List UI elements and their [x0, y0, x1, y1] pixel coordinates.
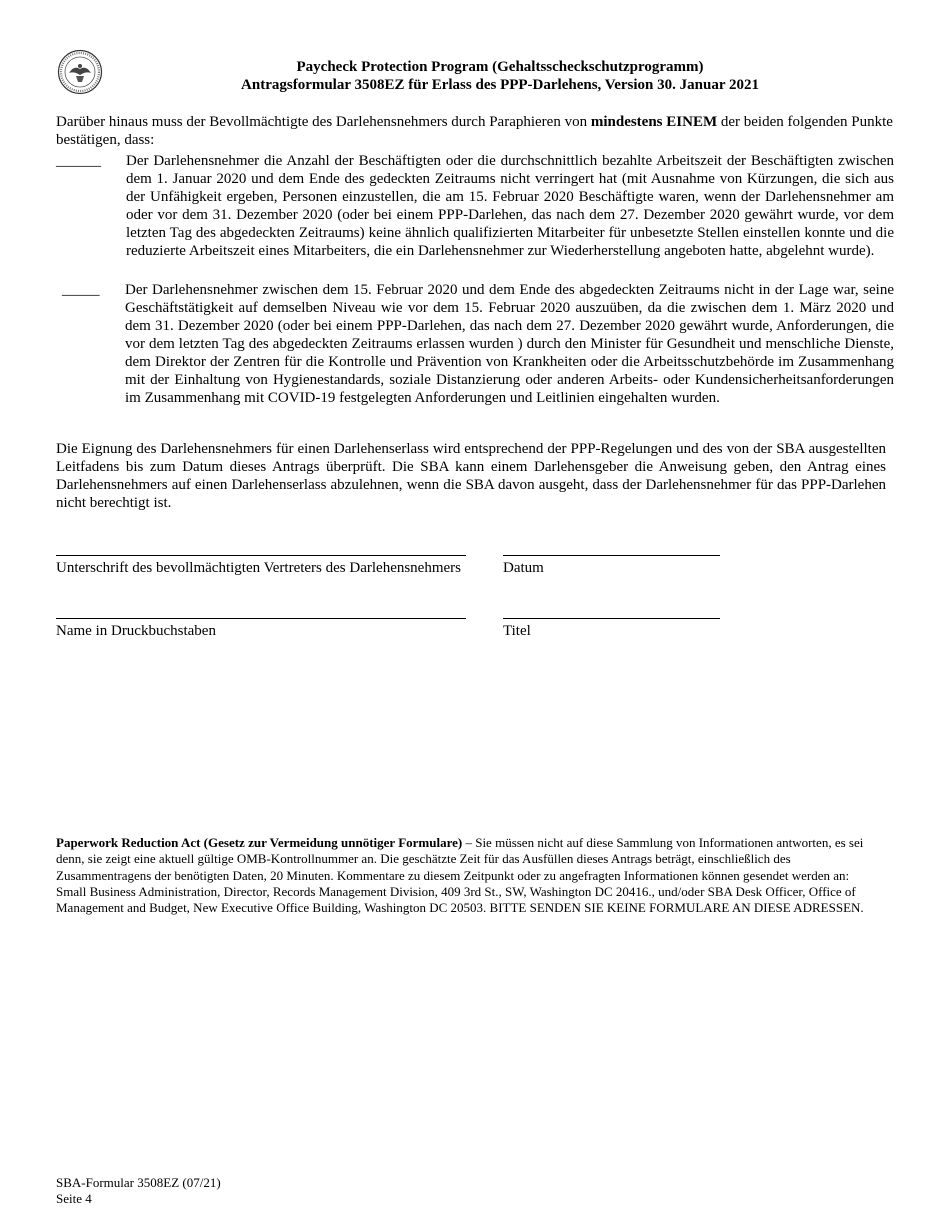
certification-text-1: Der Darlehensnehmer die Anzahl der Beschäftigten oder die durchschnittlich bezahlte Arbeitszeit der Beschäftigten zwischen dem 1. Januar 2020 und dem Ende des gedeckten Zeitraums nicht verringert hat (mit Ausnahme von Kürzungen, die sich aus der Unfähigkeit ergeben, Personen einzustellen, die am 15. Februar 2020 Beschäftigte waren, wenn der Darlehensnehmer am oder vor dem 31. Dezember 2020 (oder bei einem PPP-Darlehen, das nach dem 27. Dezember 2020 gewährt wurde, vor dem letzten Tag des abgedeckten Zeitraums) keine ähnlich qualifizierten Mitarbeiter für unbesetzte Stellen einstellen konnte und die reduzierte Arbeitszeit eines Mitarbeiters, die ein Darlehensnehmer zur Wiederherstellung angeboten hatte, abgelehnt wurde). [126, 153, 894, 259]
intro-emphasis: mindestens EINEM [590, 114, 718, 130]
initials-blank-1[interactable]: ______ [56, 153, 101, 169]
paperwork-reduction-notice [56, 835, 866, 916]
paperwork-heading: Paperwork Reduction Act (Gesetz zur Vermeidung unnötiger Formulare) [56, 835, 463, 850]
form-header [110, 58, 890, 94]
certification-text-2: Der Darlehensnehmer zwischen dem 15. Februar 2020 und dem Ende des abgedeckten Zeitraums nicht in der Lage war, seine Geschäftstätigkeit auf demselben Niveau wie vor dem 15. Februar 2020 auszuüben, da die zwischen dem 1. März 2020 und dem 31. Dezember 2020 (oder bei einem PPP-Darlehen, das nach dem 27. Dezember 2020 gewährt wurde, Anforderungen, die vor dem letzten Tag des abgedeckten Zeitraums erlassen wurden ) durch den Minister für Gesundheit und menschliche Dienste, dem Direktor der Zentren für die Kontrolle und Prävention von Krankheiten oder die Arbeitsschutzbehörde im Zusammenhang mit der Einhaltung von Hygienestandards, soziale Distanzierung oder anderen Arbeits- oder Kundensicherheitsanforderungen im Zusammenhang mit COVID-19 festgelegten Anforderungen und Leitlinien eingehalten wurden. [125, 282, 894, 406]
date-label: Datum [503, 560, 544, 576]
form-id: SBA-Formular 3508EZ (07/21) [56, 1175, 221, 1190]
intro-text-end: der beiden folgenden Punkte bestätigen, dass: [56, 114, 893, 148]
printed-name-line[interactable] [56, 618, 466, 619]
intro-paragraph [56, 113, 894, 149]
paperwork-text: – Sie müssen nicht auf diese Sammlung von Informationen antworten, es sei denn, sie zeigt eine aktuell gültige OMB-Kontrollnummer an. Die geschätzte Zeit für das Ausfüllen dieses Antrags beträgt, einschließlich des Zusammentragens der benötigten Daten, 20 Minuten. Kommentare zu diesem Zeitpunkt oder zu angefragten Informationen können gesendet werden an: Small Business Administration, Director, Records Management Division, 409 3rd St., SW, Washington DC 20416., und/oder SBA Desk Officer, Office of Management and Budget, New Executive Office Building, Washington DC 20503. BITTE SENDEN SIE KEINE FORMULARE AN DIESE ADRESSEN. [56, 835, 864, 916]
signature-line[interactable] [56, 555, 466, 556]
intro-text: Darüber hinaus muss der Bevollmächtigte des Darlehensnehmers durch Paraphieren von [56, 114, 591, 130]
header-title-line2: Antragsformular 3508EZ für Erlass des PPP-Darlehens, Version 30. Januar 2021 [241, 77, 759, 93]
signature-label: Unterschrift des bevollmächtigten Vertreters des Darlehensnehmers [56, 560, 461, 576]
initials-blank-2[interactable]: _____ [62, 282, 100, 298]
page-footer [56, 1175, 221, 1207]
title-label: Titel [503, 623, 531, 639]
printed-name-label: Name in Druckbuchstaben [56, 623, 216, 639]
page-number: Seite 4 [56, 1191, 92, 1206]
header-title-line1: Paycheck Protection Program (Gehaltsscheckschutzprogramm) [296, 59, 704, 75]
date-line[interactable] [503, 555, 720, 556]
eligibility-paragraph: Die Eignung des Darlehensnehmers für einen Darlehenserlass wird entsprechend der PPP-Regelungen und des von der SBA ausgestellten Leitfadens bis zum Datum dieses Antrags überprüft. Die SBA kann einem Darlehensgeber die Anweisung geben, den Antrag eines Darlehensnehmers auf einen Darlehenserlass abzulehnen, wenn die SBA davon ausgeht, dass der Darlehensnehmer für das PPP-Darlehen nicht berechtigt ist. [56, 441, 886, 511]
sba-seal-icon [57, 49, 103, 95]
title-line[interactable] [503, 618, 720, 619]
